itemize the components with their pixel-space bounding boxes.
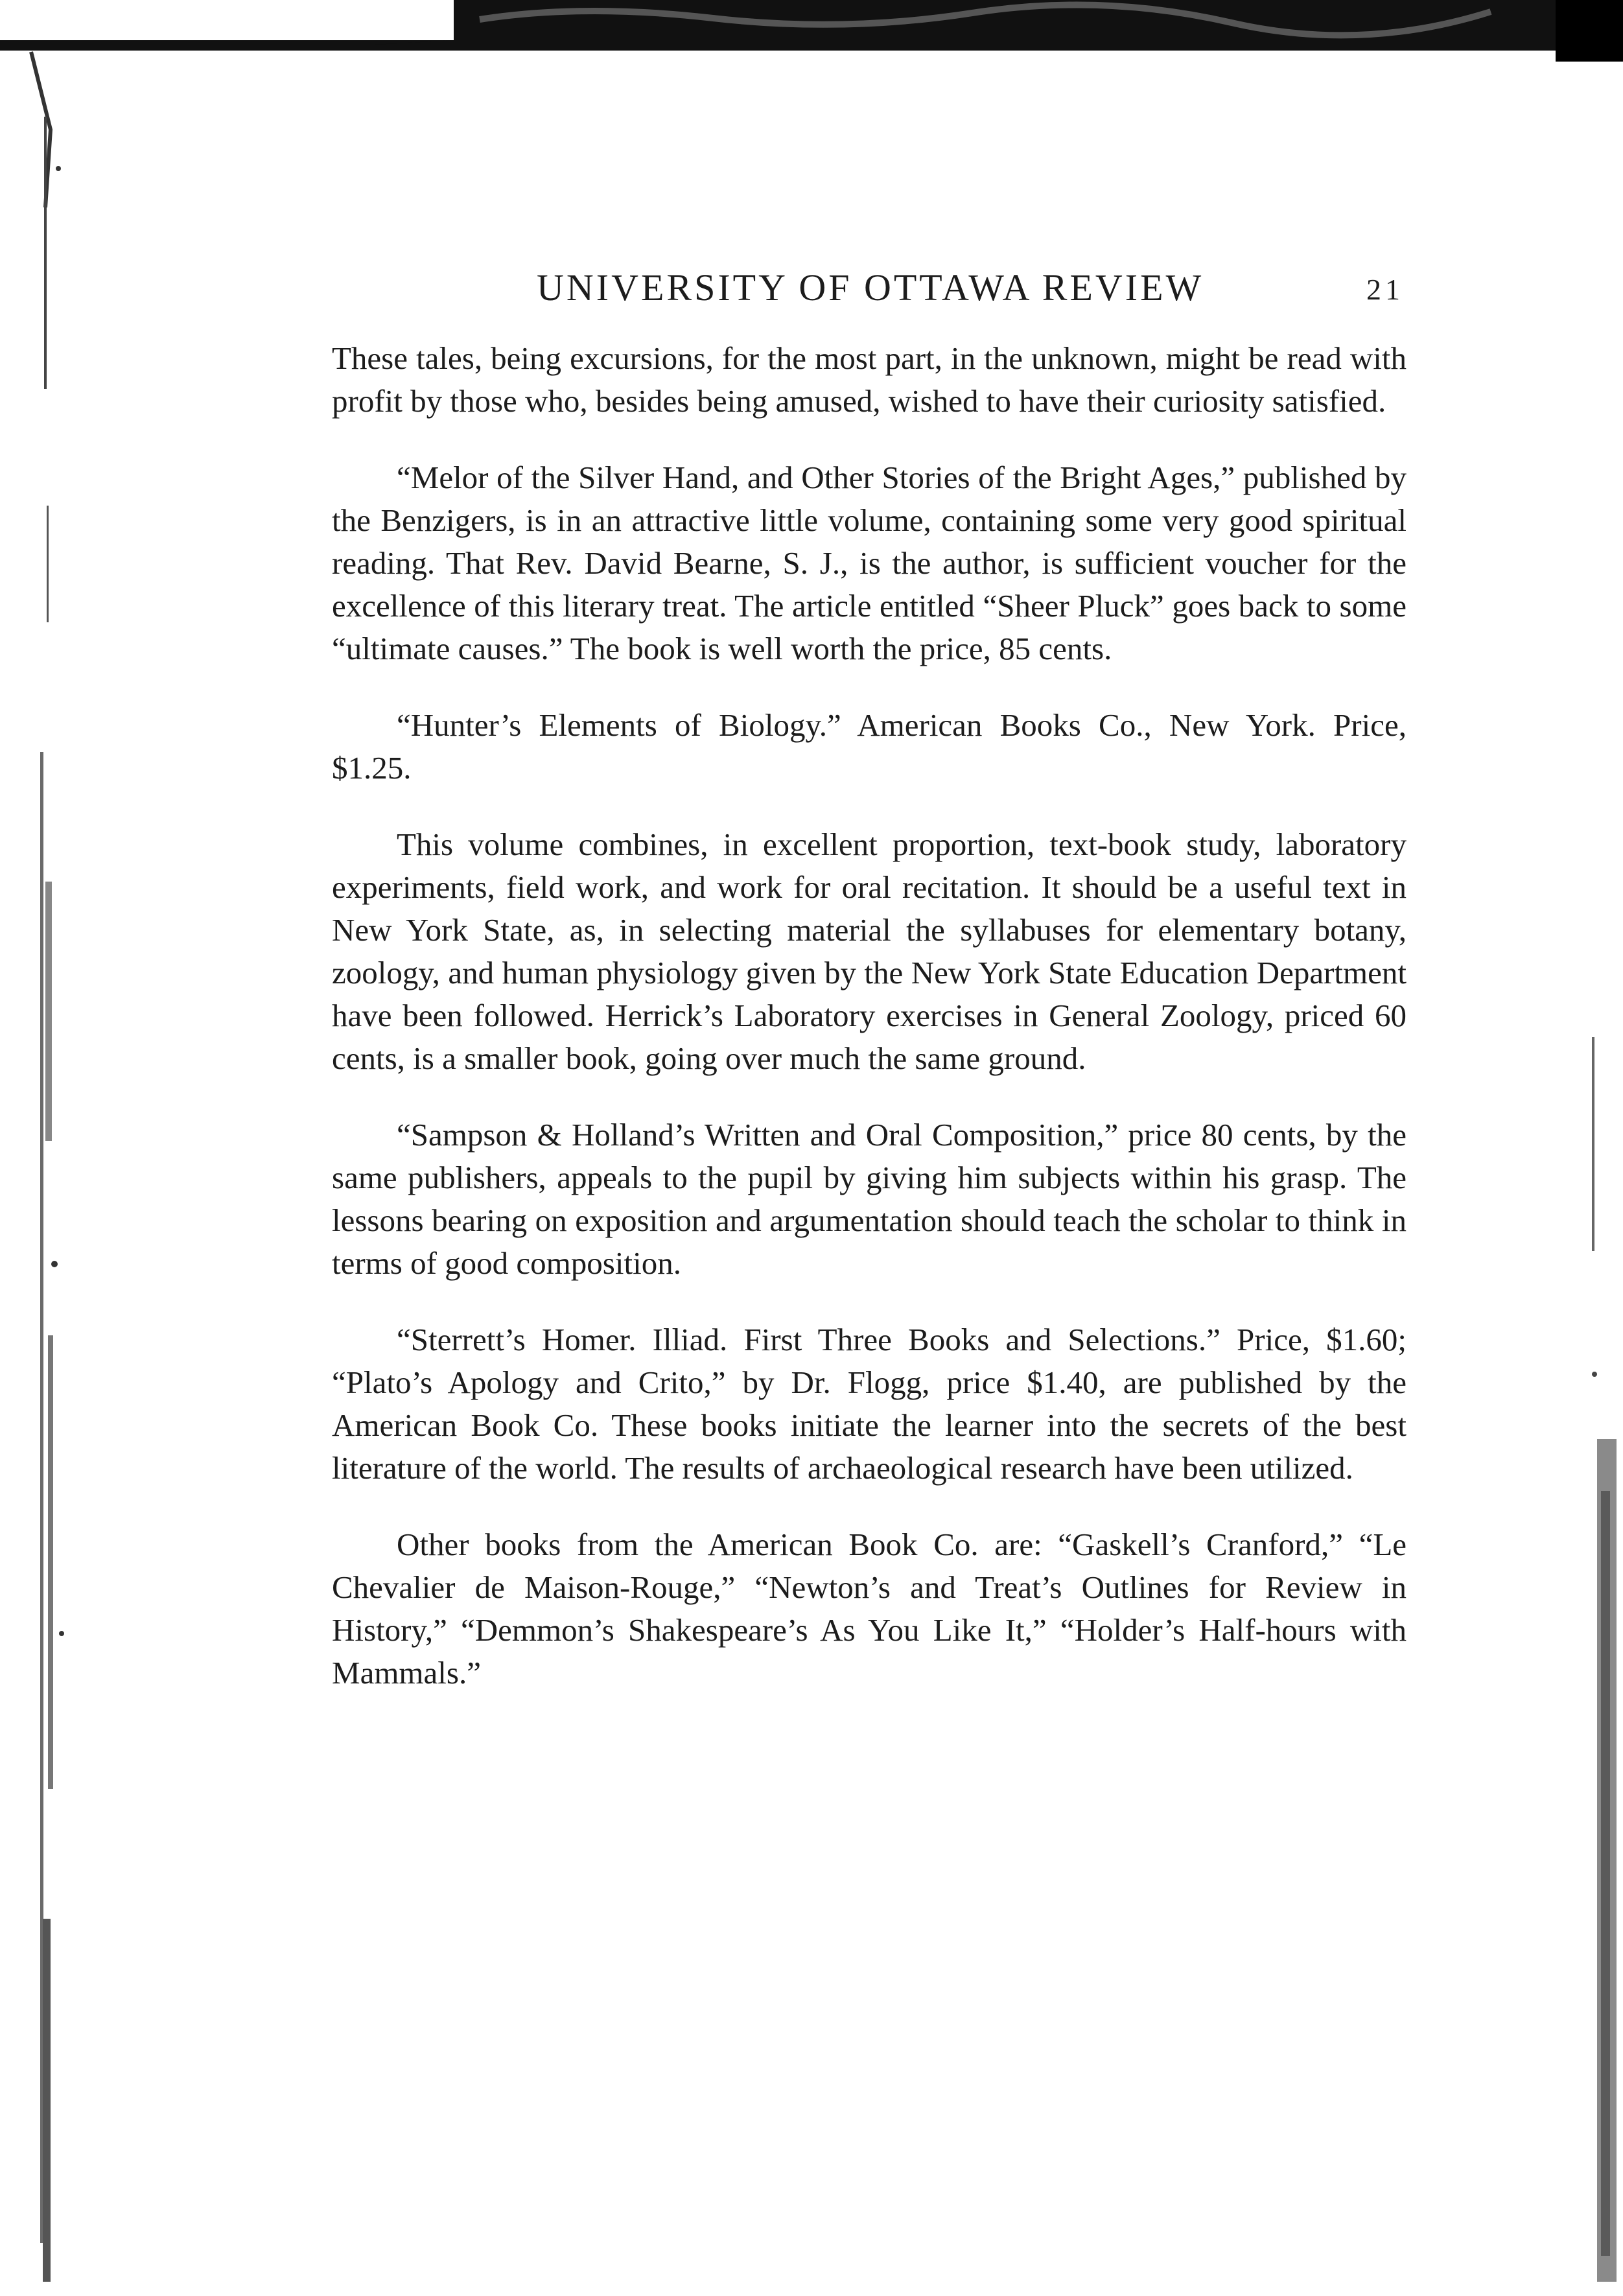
page-number: 21 xyxy=(1366,273,1404,306)
paragraph-7: Other books from the American Book Co. are: “Gaskell’s Cranford,” “Le Chevalier de Maison-Rouge,” “Newton’s and Treat’s Outlines for Review in History,” “Demmon’s Shakespeare’s As You Like It,” “Holder’s Half-hours with Mammals.” xyxy=(332,1527,1407,1691)
paragraph-4: This volume combines, in excellent proportion, text-book study, laboratory experiments, field work, and work for oral recitation. It should be a useful text in New York State, as, in selecting material the syllabuses for elementary botany, zoology, and human physiology given by the New York State Education Department have been followed. Herrick’s Laboratory exercises in General Zoology, priced 60 cents, is a smaller book, going over much the same ground. xyxy=(332,826,1407,1076)
paragraph-2: “Melor of the Silver Hand, and Other Stories of the Bright Ages,” published by the Benzigers, is in an attractive little volume, containing some very good spiritual reading. That Rev. David Bearne, S. J., is the author, is sufficient voucher for the excellence of this literary treat. The article entitled “Sheer Pluck” goes back to some “ultimate causes.” The book is well worth the price, 85 cents. xyxy=(332,460,1407,666)
article-body xyxy=(332,337,1407,1728)
paragraph-5: “Sampson & Holland’s Written and Oral Composition,” price 80 cents, by the same publishers, appeals to the pupil by giving him subjects within his grasp. The lessons bearing on exposition and argumentation should teach the scholar to think in terms of good composition. xyxy=(332,1117,1407,1281)
paragraph-3: “Hunter’s Elements of Biology.” American Books Co., New York. Price, $1.25. xyxy=(332,707,1407,786)
paragraph-6: “Sterrett’s Homer. Illiad. First Three Books and Selections.” Price, $1.60; “Plato’s Apology and Crito,” by Dr. Flogg, price $1.40, are published by the American Book Co. These books initiate the learner into the secrets of the best literature of the world. The results of archaeological research have been utilized. xyxy=(332,1322,1407,1486)
scan-top-border xyxy=(0,0,1623,62)
running-title: UNIVERSITY OF OTTAWA REVIEW xyxy=(537,266,1204,309)
scan-left-margin xyxy=(0,39,84,2296)
paragraph-1: These tales, being excursions, for the most part, in the unknown, might be read with profit by those who, besides being amused, wished to have their curiosity satisfied. xyxy=(332,340,1407,419)
scan-right-margin xyxy=(1578,1037,1623,2296)
